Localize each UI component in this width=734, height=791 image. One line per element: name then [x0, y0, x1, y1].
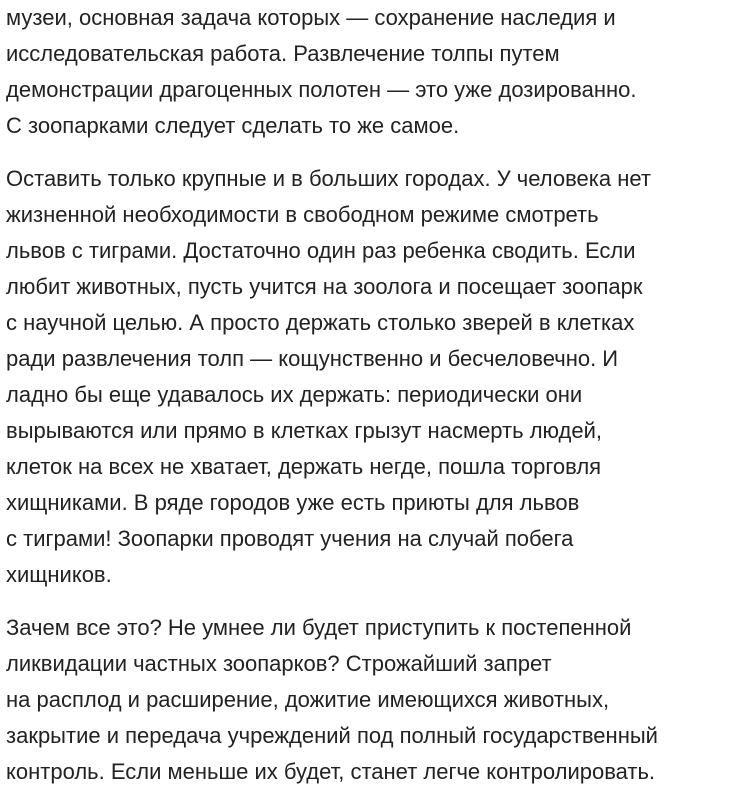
paragraph-line: закрытие и передача учреждений под полный государственный — [6, 723, 658, 748]
paragraph-line: Зачем все это? Не умнее ли будет приступить к постепенной — [6, 615, 632, 640]
article-paragraph — [6, 0, 734, 144]
paragraph-line: ликвидации частных зоопарков? Строжайший запрет — [6, 651, 552, 676]
paragraph-line: ради развлечения толп — кощунственно и бесчеловечно. И — [6, 346, 619, 371]
paragraph-line: львов с тиграми. Достаточно один раз ребенка сводить. Если — [6, 238, 636, 263]
paragraph-line: контроль. Если меньше их будет, станет легче контролировать. — [6, 759, 656, 784]
article-paragraph — [6, 161, 734, 593]
paragraph-line: демонстрации драгоценных полотен — это уже дозированно. — [6, 77, 637, 102]
article-body — [6, 0, 734, 790]
paragraph-line: клеток на всех не хватает, держать негде, пошла торговля — [6, 454, 602, 479]
paragraph-line: вырываются или прямо в клетках грызут насмерть людей, — [6, 418, 603, 443]
paragraph-line: С зоопарками следует сделать то же самое. — [6, 113, 460, 138]
paragraph-line: на расплод и расширение, дожитие имеющихся животных, — [6, 687, 610, 712]
article-paragraph — [6, 610, 734, 790]
paragraph-line: хищниками. В ряде городов уже есть приюты для львов — [6, 490, 580, 515]
paragraph-line: исследовательская работа. Развлечение толпы путем — [6, 41, 560, 66]
paragraph-line: ладно бы еще удавалось их держать: периодически они — [6, 382, 583, 407]
paragraph-line: любит животных, пусть учится на зоолога и посещает зоопарк — [6, 274, 643, 299]
paragraph-line: жизненной необходимости в свободном режиме смотреть — [6, 202, 599, 227]
paragraph-line: музеи, основная задача которых — сохранение наследия и — [6, 5, 616, 30]
paragraph-line: хищников. — [6, 562, 112, 587]
paragraph-line: с тиграми! Зоопарки проводят учения на случай побега — [6, 526, 574, 551]
paragraph-line: Оставить только крупные и в больших городах. У человека нет — [6, 166, 651, 191]
paragraph-line: с научной целью. А просто держать столько зверей в клетках — [6, 310, 635, 335]
